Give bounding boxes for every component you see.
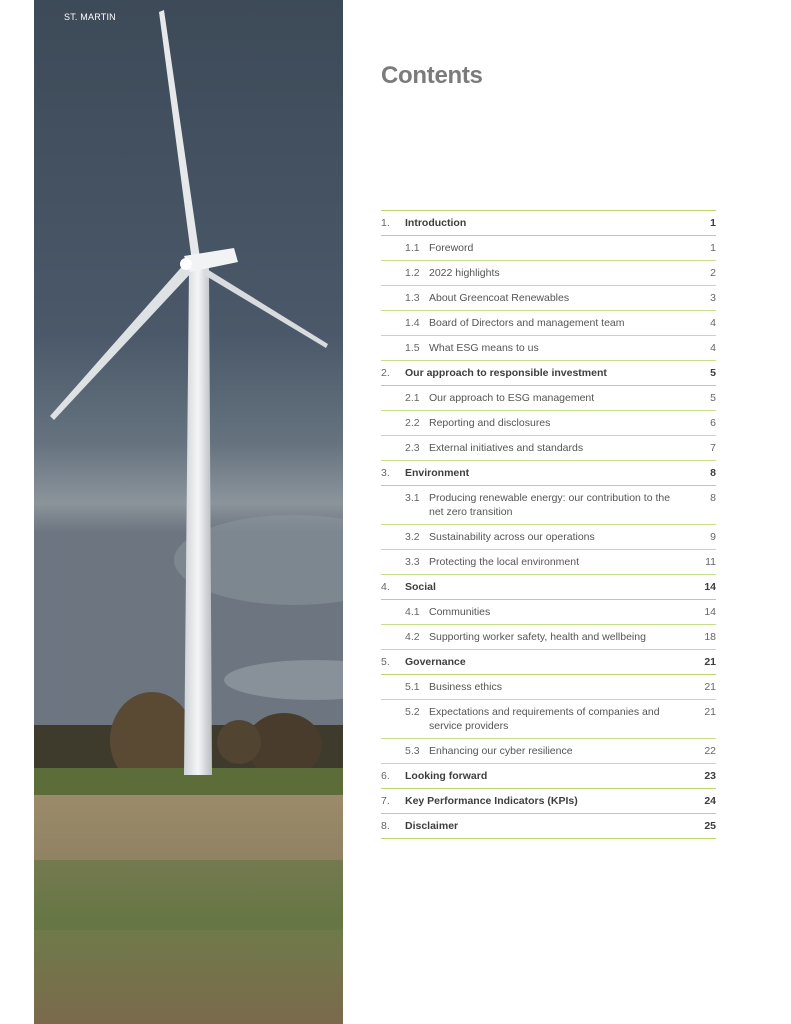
toc-row[interactable] <box>381 361 716 386</box>
toc-row[interactable] <box>381 739 716 764</box>
toc-row[interactable] <box>381 525 716 550</box>
toc-number: 2.2 <box>405 417 420 429</box>
toc-label: Our approach to responsible investment <box>405 367 607 379</box>
toc-label: Protecting the local environment <box>429 556 579 568</box>
toc-page-number: 6 <box>710 417 716 429</box>
toc-label: Board of Directors and management team <box>429 317 625 329</box>
toc-number: 3. <box>381 467 390 479</box>
site-label: ST. MARTIN <box>64 12 116 22</box>
toc-number: 1.2 <box>405 267 420 279</box>
toc-page-number: 8 <box>710 492 716 504</box>
toc-label: Social <box>405 581 436 593</box>
toc-row[interactable] <box>381 575 716 600</box>
toc-row[interactable] <box>381 261 716 286</box>
toc-row[interactable] <box>381 550 716 575</box>
toc-page-number: 23 <box>704 770 716 782</box>
toc-page-number: 8 <box>710 467 716 479</box>
toc-label: Supporting worker safety, health and wellbeing <box>429 631 646 643</box>
toc-page-number: 5 <box>710 367 716 379</box>
toc-label: Our approach to ESG management <box>429 392 595 404</box>
toc-row[interactable] <box>381 600 716 625</box>
toc-label: External initiatives and standards <box>429 442 584 454</box>
wind-turbine-photo <box>34 0 343 1024</box>
toc-page-number: 11 <box>705 556 716 568</box>
toc-page-number: 24 <box>704 795 716 807</box>
toc-label: Environment <box>405 467 470 479</box>
toc-number: 1. <box>381 217 390 229</box>
toc-page-number: 21 <box>704 681 716 693</box>
toc-number: 7. <box>381 795 390 807</box>
toc-label: Producing renewable energy: our contribution to the net zero transition <box>429 492 671 518</box>
toc-row[interactable] <box>381 789 716 814</box>
toc-row[interactable] <box>381 386 716 411</box>
turbine-hub <box>180 258 192 270</box>
toc-number: 2.3 <box>405 442 420 454</box>
table-of-contents <box>381 210 716 839</box>
toc-page-number: 9 <box>710 531 716 543</box>
toc-label: What ESG means to us <box>429 342 539 354</box>
toc-page-number: 1 <box>710 242 716 254</box>
toc-label: Foreword <box>429 242 474 254</box>
toc-row[interactable] <box>381 211 716 236</box>
toc-page-number: 21 <box>704 706 716 718</box>
toc-page-number: 25 <box>704 820 716 832</box>
toc-row[interactable] <box>381 336 716 361</box>
toc-page-number: 4 <box>710 317 716 329</box>
toc-number: 6. <box>381 770 390 782</box>
toc-label: Looking forward <box>405 770 488 782</box>
toc-number: 3.3 <box>405 556 420 568</box>
toc-number: 4.1 <box>405 606 420 618</box>
toc-number: 4. <box>381 581 390 593</box>
toc-row[interactable] <box>381 286 716 311</box>
toc-row[interactable] <box>381 764 716 789</box>
toc-page-number: 5 <box>710 392 716 404</box>
toc-row[interactable] <box>381 461 716 486</box>
toc-number: 2.1 <box>405 392 420 404</box>
toc-label: Expectations and requirements of companies and service providers <box>429 706 660 732</box>
toc-row[interactable] <box>381 814 716 839</box>
page-title: Contents <box>381 62 483 89</box>
toc-number: 1.4 <box>405 317 420 329</box>
toc-page-number: 4 <box>710 342 716 354</box>
toc-label: Key Performance Indicators (KPIs) <box>405 795 578 807</box>
toc-label: Communities <box>429 606 491 618</box>
toc-row[interactable] <box>381 486 716 525</box>
toc-page-number: 14 <box>704 606 716 618</box>
toc-row[interactable] <box>381 311 716 336</box>
toc-number: 4.2 <box>405 631 420 643</box>
toc-page-number: 21 <box>704 656 716 668</box>
toc-number: 1.3 <box>405 292 420 304</box>
toc-page-number: 2 <box>710 267 716 279</box>
wind-turbine-illustration <box>34 0 343 1024</box>
toc-page-number: 22 <box>704 745 716 757</box>
toc-page-number: 1 <box>710 217 716 229</box>
toc-page-number: 14 <box>704 581 716 593</box>
toc-label: Sustainability across our operations <box>429 531 595 543</box>
toc-page-number: 18 <box>704 631 716 643</box>
toc-number: 5.1 <box>405 681 420 693</box>
toc-label: Governance <box>405 656 466 668</box>
toc-label: Enhancing our cyber resilience <box>429 745 573 757</box>
toc-row[interactable] <box>381 625 716 650</box>
toc-label: Introduction <box>405 217 467 229</box>
toc-label: Business ethics <box>429 681 502 693</box>
toc-number: 1.1 <box>405 242 420 254</box>
toc-number: 5. <box>381 656 390 668</box>
toc-number: 3.2 <box>405 531 420 543</box>
toc-row[interactable] <box>381 411 716 436</box>
toc-number: 3.1 <box>405 492 420 504</box>
toc-number: 5.3 <box>405 745 420 757</box>
toc-row[interactable] <box>381 436 716 461</box>
toc-row[interactable] <box>381 675 716 700</box>
toc-row[interactable] <box>381 236 716 261</box>
toc-number: 8. <box>381 820 390 832</box>
toc-label: Disclaimer <box>405 820 459 832</box>
toc-number: 5.2 <box>405 706 420 718</box>
toc-label: About Greencoat Renewables <box>429 292 570 304</box>
toc-page-number: 3 <box>710 292 716 304</box>
toc-label: Reporting and disclosures <box>429 417 551 429</box>
toc-number: 1.5 <box>405 342 420 354</box>
toc-page-number: 7 <box>710 442 716 454</box>
toc-row[interactable] <box>381 700 716 739</box>
toc-row[interactable] <box>381 650 716 675</box>
toc-number: 2. <box>381 367 390 379</box>
toc-label: 2022 highlights <box>429 267 500 279</box>
